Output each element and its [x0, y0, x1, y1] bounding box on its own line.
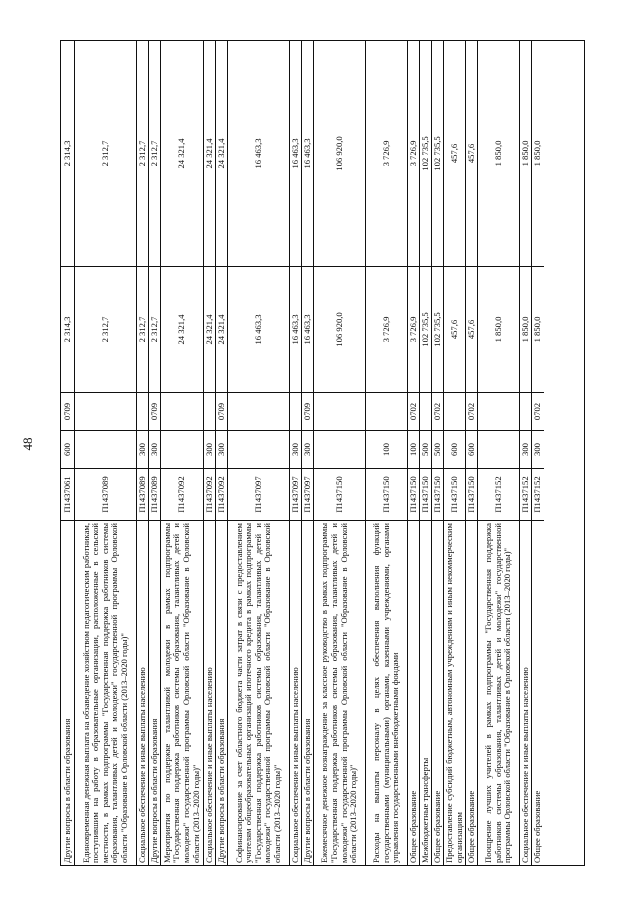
- table-row: [420, 41, 432, 865]
- row-expense-type: 600: [444, 430, 465, 468]
- row-section-code: [520, 392, 531, 430]
- row-expense-type: 300: [290, 430, 301, 468]
- row-amount-2: 106 920,0: [333, 136, 344, 171]
- row-target-code: П1437089: [137, 468, 148, 520]
- row-name: Другие вопросы в области образования: [61, 520, 74, 865]
- row-target-code: П1437152: [478, 468, 519, 520]
- table-row: [228, 41, 290, 865]
- row-target-code: П1437097: [302, 468, 313, 520]
- row-section-code: [314, 392, 365, 430]
- row-section-code: [204, 392, 215, 430]
- row-amount-2: 2 314,3: [61, 140, 72, 167]
- row-expense-type: [228, 430, 289, 468]
- row-name: Другие вопросы в области образования: [149, 520, 160, 865]
- row-section-code: 0702: [432, 392, 443, 430]
- table-row: [408, 41, 420, 865]
- row-amount: 24 321,4: [204, 266, 215, 392]
- row-name: Другие вопросы в области образования: [302, 520, 313, 865]
- table-row: [432, 41, 444, 865]
- row-section-code: [366, 392, 407, 430]
- row-expense-type: [161, 430, 203, 468]
- row-section-code: 0709: [149, 392, 160, 430]
- row-amount-2: 457,6: [466, 143, 476, 164]
- row-expense-type: 300: [204, 430, 215, 468]
- row-amount-2: 2 312,7: [99, 140, 110, 167]
- row-amount: 2 314,3: [61, 266, 74, 392]
- row-name: Единовременная денежная выплата на обзаведение хозяйством педагогическим работникам, поступившим на работу в образовательные организации, расположенные в сельской местности, в рамках подпрограммы "Государственная поддержка работников системы образования, талантливых детей и молодежи" государственной программы Орловской области "Образование в Орловской области (2013–2020 годы)": [75, 520, 136, 865]
- row-amount: 24 321,4: [216, 266, 227, 392]
- row-amount-2: 16 463,3: [290, 138, 300, 169]
- row-name: Софинансирование за счет областного бюджета части затрат в связи с предоставлением учителям общеобразовательных организаций ипотечного кредита в рамках подпрограммы "Государственная поддержка работников системы образования, талантливых детей и молодежи" государственной программы Орловской области "Образование в Орловской области (2013–2020 годы)": [228, 520, 289, 865]
- row-target-code: П1437092: [161, 468, 203, 520]
- row-amount-2: 24 321,4: [176, 138, 187, 169]
- row-name: Поощрение лучших учителей в рамках подпрограммы "Государственная поддержка работников системы образования, талантливых детей и молодежи" государственной программы Орловской области "Образование в Орловской области (2013–2020 годы)": [478, 520, 519, 865]
- row-target-code: П1437089: [149, 468, 160, 520]
- row-expense-type: 300: [216, 430, 227, 468]
- row-name: Общее образование: [408, 520, 419, 865]
- row-name: Социальное обеспечение и иные выплаты населению: [520, 520, 531, 865]
- row-target-code: П1437092: [216, 468, 227, 520]
- row-section-code: [228, 392, 289, 430]
- row-section-code: [290, 392, 301, 430]
- row-amount: 457,6: [466, 266, 477, 392]
- row-amount: 457,6: [444, 266, 465, 392]
- row-amount-2: 102 735,5: [432, 136, 442, 171]
- row-name: Общее образование: [466, 520, 477, 865]
- table-row: [366, 41, 408, 865]
- page-number: 48: [20, 437, 35, 451]
- row-target-code: П1437150: [466, 468, 477, 520]
- row-amount: 1 850,0: [520, 266, 531, 392]
- row-section-code: [75, 392, 136, 430]
- row-amount: 16 463,3: [290, 266, 301, 392]
- row-expense-type: 600: [61, 430, 74, 468]
- row-expense-type: 100: [408, 430, 419, 468]
- table-row: [137, 41, 149, 865]
- row-expense-type: [314, 430, 365, 468]
- row-amount-2: 24 321,4: [216, 138, 226, 169]
- table-row: [216, 41, 228, 865]
- row-section-code: [420, 392, 431, 430]
- row-expense-type: 500: [420, 430, 431, 468]
- row-target-code: П1437150: [432, 468, 443, 520]
- row-name: Социальное обеспечение и иные выплаты населению: [290, 520, 301, 865]
- row-amount-2: 102 735,5: [420, 136, 430, 171]
- row-target-code: П1437092: [204, 468, 215, 520]
- table-row: [161, 41, 204, 865]
- row-expense-type: [478, 430, 519, 468]
- row-section-code: 0702: [466, 392, 477, 430]
- row-section-code: 0709: [61, 392, 74, 430]
- row-name: Предоставление субсидий бюджетным, автономным учреждениям и иным некоммерческим организациям: [444, 520, 465, 865]
- row-expense-type: [75, 430, 136, 468]
- table-row: [149, 41, 161, 865]
- row-amount-2: 3 726,9: [408, 140, 418, 167]
- row-amount-2: 1 850,0: [520, 140, 530, 167]
- row-target-code: П1437097: [228, 468, 289, 520]
- table-row: [61, 41, 75, 865]
- table-row: [444, 41, 466, 865]
- row-target-code: П1437150: [444, 468, 465, 520]
- row-name: Социальное обеспечение и иные выплаты населению: [137, 520, 148, 865]
- row-name: Расходы на выплаты персоналу в целях обеспечения выполнения функций государственными (муниципальными) органами, казенными учреждениями, органами управления государственными внебюджетными фондами: [366, 520, 407, 865]
- budget-table-frame: [60, 40, 585, 866]
- row-target-code: П1437150: [420, 468, 431, 520]
- row-name: Общее образование: [432, 520, 443, 865]
- row-name: Ежемесячное денежное вознаграждение за классное руководство в рамках подпрограммы "Государственная поддержка работников системы образования, талантливых детей и молодежи" государственной программы Орловской области "Образование в Орловской области (2013–2020 годы)": [314, 520, 365, 865]
- row-amount: 106 920,0: [314, 266, 365, 392]
- table-row: [520, 41, 532, 865]
- row-target-code: П1437152: [520, 468, 531, 520]
- row-section-code: [161, 392, 203, 430]
- table-row: [532, 41, 544, 865]
- row-amount: 1 850,0: [478, 266, 519, 392]
- row-amount-2: 2 312,7: [137, 140, 147, 167]
- row-expense-type: 500: [432, 430, 443, 468]
- row-amount: 3 726,9: [408, 266, 419, 392]
- row-section-code: 0702: [532, 392, 544, 430]
- table-row: [302, 41, 314, 865]
- row-amount-2: 24 321,4: [204, 138, 214, 169]
- row-amount: 16 463,3: [302, 266, 313, 392]
- row-expense-type: 300: [149, 430, 160, 468]
- row-target-code: П1437150: [408, 468, 419, 520]
- row-target-code: П1437089: [75, 468, 136, 520]
- row-amount: 16 463,3: [228, 266, 289, 392]
- table-row: [290, 41, 302, 865]
- row-section-code: [444, 392, 465, 430]
- row-name: Межбюджетные трансферты: [420, 520, 431, 865]
- row-section-code: 0702: [408, 392, 419, 430]
- row-expense-type: 300: [532, 430, 544, 468]
- row-expense-type: 100: [366, 430, 407, 468]
- row-amount-2: 457,6: [448, 143, 459, 164]
- table-row: [75, 41, 137, 865]
- row-amount-2: 2 312,7: [149, 140, 159, 167]
- row-amount-2: 3 726,9: [380, 140, 391, 167]
- table-row: [204, 41, 216, 865]
- row-amount: 2 312,7: [137, 266, 148, 392]
- row-amount: 102 735,5: [432, 266, 443, 392]
- row-target-code: П1437150: [366, 468, 407, 520]
- row-section-code: [478, 392, 519, 430]
- row-section-code: [137, 392, 148, 430]
- row-expense-type: 300: [302, 430, 313, 468]
- row-amount: 102 735,5: [420, 266, 431, 392]
- table-row: [466, 41, 478, 865]
- row-amount: 3 726,9: [366, 266, 407, 392]
- row-amount-2: 1 850,0: [492, 140, 503, 167]
- row-section-code: 0709: [216, 392, 227, 430]
- row-target-code: П1437150: [314, 468, 365, 520]
- row-amount-2: 1 850,0: [532, 140, 543, 167]
- row-amount-2: 16 463,3: [252, 138, 263, 169]
- budget-table: [60, 40, 585, 866]
- row-target-code: П1437152: [532, 468, 544, 520]
- row-expense-type: 300: [137, 430, 148, 468]
- row-amount: 24 321,4: [161, 266, 203, 392]
- table-row: [314, 41, 366, 865]
- row-target-code: П1437061: [61, 468, 74, 520]
- row-amount: 1 850,0: [532, 266, 544, 392]
- row-name: Общее образование: [532, 520, 544, 865]
- row-name: Другие вопросы в области образования: [216, 520, 227, 865]
- row-target-code: П1437097: [290, 468, 301, 520]
- row-section-code: 0709: [302, 392, 313, 430]
- row-amount: 2 312,7: [75, 266, 136, 392]
- table-row: [478, 41, 520, 865]
- row-amount: 2 312,7: [149, 266, 160, 392]
- row-name: Мероприятия по поддержке талантливой молодежи в рамках подпрограммы "Государственная поддержка работников системы образования, талантливых детей и молодежи" государственной программы Орловской области "Образование в Орловской области (2013–2020 годы)": [161, 520, 203, 865]
- row-name: Социальное обеспечение и иные выплаты населению: [204, 520, 215, 865]
- row-expense-type: 300: [520, 430, 531, 468]
- row-expense-type: 600: [466, 430, 477, 468]
- row-amount-2: 16 463,3: [302, 138, 312, 169]
